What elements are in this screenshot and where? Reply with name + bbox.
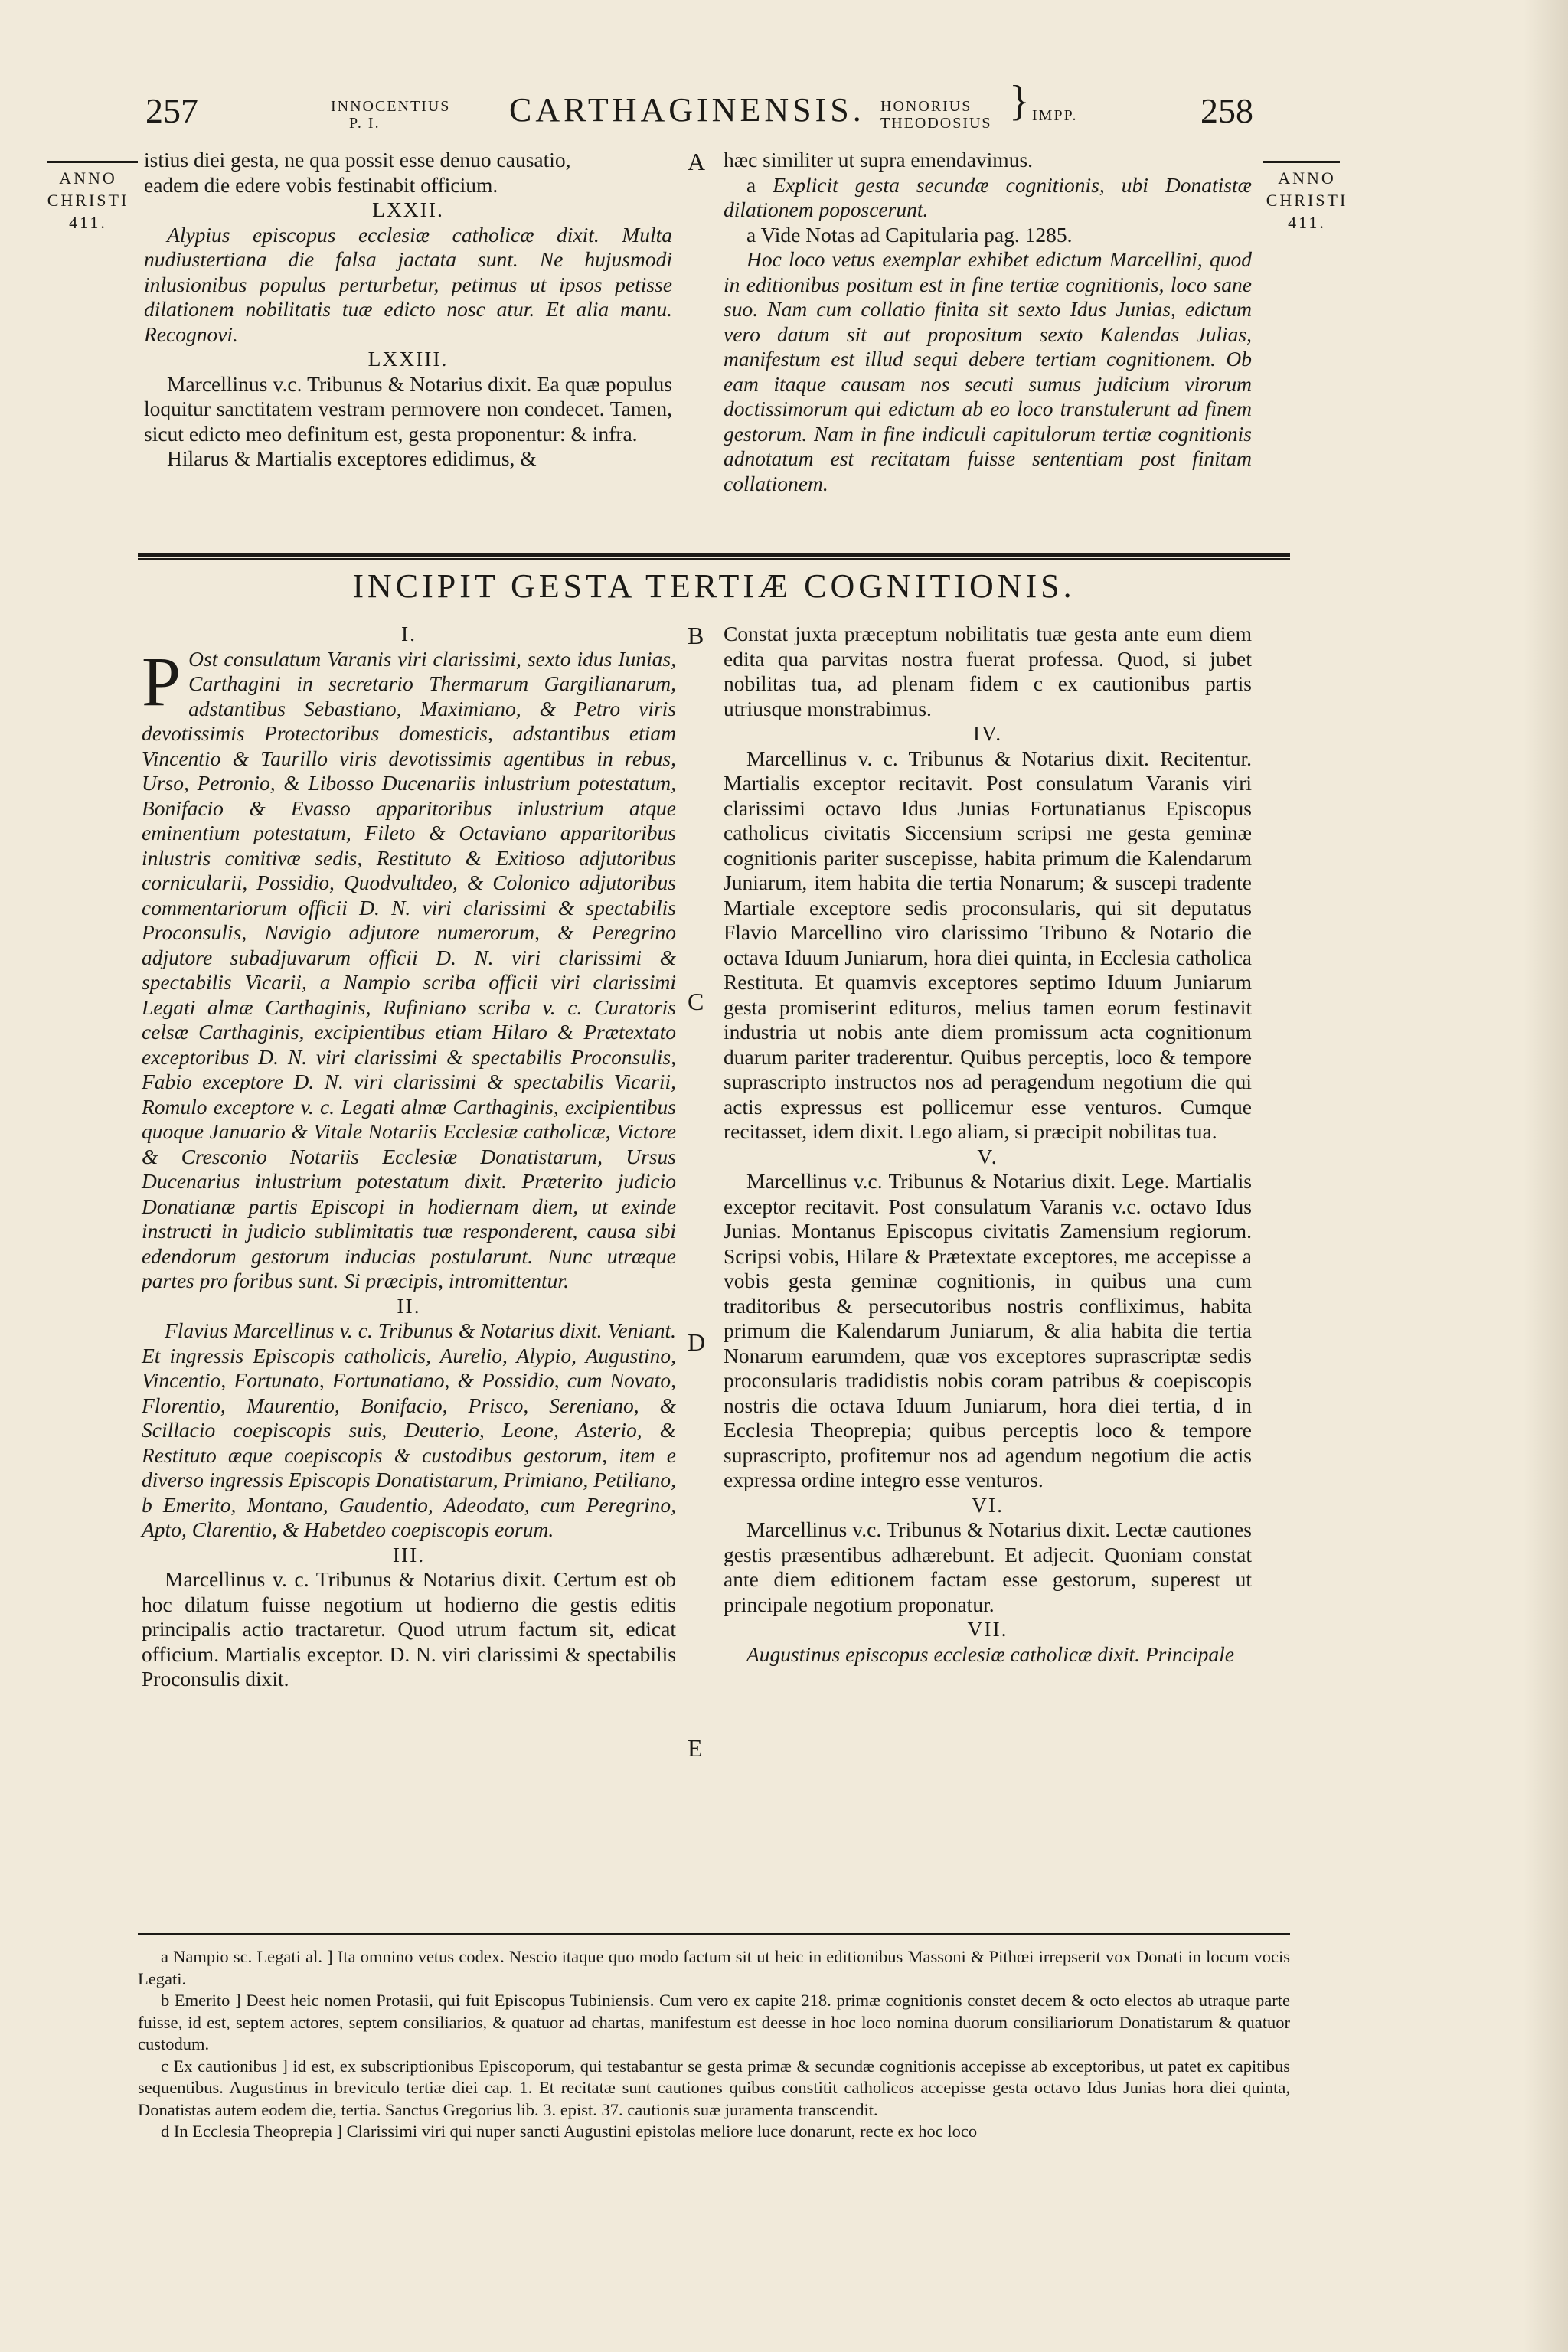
- running-head-innocentius: INNOCENTIUS: [331, 98, 451, 115]
- footnote-d: d In Ecclesia Theoprepia ] Clarissimi viri qui nuper sancti Augustini epistolas meliore luce donarunt, recte ex hoc loco: [161, 2122, 978, 2141]
- running-head-theodosius: THEODOSIUS: [880, 115, 992, 132]
- paragraph: Marcellinus v.c. Tribunus & Notarius dixit. Ea quæ populus loquitur sanctitatem vestram permovere non condecet. Tamen, sicut edicto meo definitum est, gesta proponentur: & infra.: [144, 371, 672, 446]
- section-rule-thick: [138, 553, 1290, 557]
- page-number-left: 257: [145, 91, 198, 130]
- italic-text: Hoc loco vetus exemplar exhibet edictum Marcellini, quod in editionibus positum est in fine tertiæ cognitionis, loco sane suo. Nam cum collatio finita sit sexto Idus Junias, edictum vero datum sit aut propositum sexto Kalendas Julias, manifestum est illud sequi debere tertiam cognitionem. Ob eam itaque causam nos secuti sumus judicium virorum doctissimorum qui edictum ab eo loco transtulerunt ad finem gestorum. Nam in fine indiculi capitulorum tertiæ cognitionis adnotatum est recitatam fuisse sententiam post finitam collationem.: [724, 247, 1252, 495]
- running-head-pope-number: P. I.: [349, 115, 381, 132]
- note-paragraph: [724, 247, 1252, 496]
- page-number-right: 258: [1200, 91, 1253, 130]
- margin-letter-c: C: [688, 988, 704, 1015]
- paragraph: Marcellinus v. c. Tribunus & Notarius dixit. Certum est ob hoc dilatum fuisse negotium ut hodierno die gestis editis principalis actio tractaretur. Quod utrum factum sit, edicat officium. Martialis exceptor. D. N. viri clarissimi & spectabilis Proconsulis dixit.: [142, 1567, 676, 1690]
- page-edge-shade: [1524, 0, 1568, 2352]
- margin-anno: ANNO: [59, 168, 117, 188]
- chapter-heading: V.: [977, 1144, 998, 1168]
- paragraph: [142, 1318, 676, 1543]
- paragraph: Constat juxta præceptum nobilitatis tuæ gesta ante eum diem edita qua parvitas nostra fuerat professa. Quod, si jubet nobilitas tua, ad plenam fidem c ex cautionibus partis utriusque monstrabimus.: [724, 622, 1252, 720]
- paragraph: [144, 223, 672, 348]
- footnotes: [138, 1946, 1290, 2143]
- main-left-column: [142, 622, 676, 1692]
- paragraph: Hilarus & Martialis exceptores edidimus, &: [167, 446, 537, 470]
- paragraph: Marcellinus v.c. Tribunus & Notarius dixit. Lege. Martialis exceptor recitavit. Post consulatum Varanis v.c. octavo Idus Junias. Montanus Episcopus civitatis Zamensium regiorum. Scripsi vobis, Hilare & Prætextate exceptores, me accepisse a vobis gesta geminæ cognitionis, in quibus una cum traditoribus & persecutoribus nostris confliximus, habita primum die Kalendarum Juniarum, & alia habita die tertia Nonarum earumdem, quæ vos exceptores suprascriptæ sedis proconsularis tradidistis nobis coram patribus & coepiscopis nostris die octava Iduum Juniarum, hora diei tertia, d in Ecclesia Theoprepia; quibus perceptis loco & tempore suprascripto, profitemur nos ad agendum negotium die actis expressa ordine integro esse venturos.: [724, 1169, 1252, 1491]
- running-head-impp: IMPP.: [1032, 107, 1078, 124]
- chapter-heading: VII.: [967, 1617, 1008, 1641]
- running-head-title: CARTHAGINENSIS.: [509, 91, 865, 129]
- italic-text: Explicit gesta secundæ cognitionis, ubi Donatistæ dilationem poposcerunt.: [724, 172, 1252, 221]
- main-right-column: [724, 622, 1252, 1667]
- running-head-honorius: HONORIUS: [880, 98, 972, 115]
- chapter-heading: I.: [400, 622, 417, 645]
- margin-rule-left: [47, 161, 138, 163]
- note-marker: a: [746, 172, 756, 197]
- chapter-heading: II.: [397, 1293, 421, 1318]
- margin-year-left: [46, 167, 130, 234]
- chapter-heading: LXXII.: [372, 198, 444, 221]
- section-rule-thin: [138, 558, 1290, 560]
- italic-text: Flavius Marcellinus v. c. Tribunus & Notarius dixit. Veniant. Et ingressis Episcopis catholicis, Aurelio, Alypio, Augustino, Vincentio, Fortunato, Fortunatiano, & Possidio, cum Novato, Florentio, Maurentio, Bonifacio, Prisco, Sereniano, & Scillacio coepiscopis suis, Deuterio, Leone, Asterio, & Restituto æque coepiscopis & custodibus gestorum, item e diverso ingressis Episcopis Donatistarum, Primiano, Petiliano, b Emerito, Montano, Gaudentio, Adeodato, cum Peregrino, Apto, Clarentio, & Habetdeo coepiscopis eorum.: [142, 1318, 676, 1541]
- margin-letter-a: A: [688, 148, 706, 175]
- chapter-heading: VI.: [972, 1492, 1004, 1517]
- footnote-rule: [138, 1933, 1290, 1935]
- section-title: INCIPIT GESTA TERTIÆ COGNITIONIS.: [352, 567, 1076, 605]
- paragraph: Marcellinus v. c. Tribunus & Notarius dixit. Recitentur. Martialis exceptor recitavit. Post consulatum Varanis viri clarissimi octavo Idus Junias Fortunatianus Episcopus catholicus civitatis Siccensium scripsi me gesta geminæ cognitionis pariter suscepisse, habita primum die Kalendarum Juniarum, item habita die tertia Nonarum; & suscepi tradente Martiale exceptore sedis proconsularis, qui sit deputatus Flavio Marcellino viro clarissimo Tribuno & Notario die octava Iduum Juniarum, hora diei quinta, in Ecclesia catholica Restituta. Et quamvis exceptores septimo Iduum Juniarum gesta promiserint edituros, melius tamen eorum festinavit industria ut nobis ante diem promissum acta cognitionum duarum pariter traderentur. Quibus perceptis, loco & tempore suprascripto instructos nos ad peragendum negotium die qui actis expressus est pollicemur esse venturos. Cumque recitasset, idem dixit. Lego aliam, si præcipit nobilitas tua.: [724, 746, 1252, 1143]
- upper-left-column: [144, 148, 672, 472]
- running-head-brace: }: [1009, 77, 1030, 125]
- margin-letter-e: E: [688, 1734, 703, 1762]
- chapter-heading: LXXIII.: [368, 347, 449, 371]
- footnote-c: c Ex cautionibus ] id est, ex subscriptionibus Episcoporum, qui testabantur se gesta primæ & secundæ cognitionis accepisse ab exceptoribus, ut patet ex capitibus sequentibus. Augustinus in breviculo tertiæ diei cap. 1. Et recitatæ sunt cautiones quibus constitit catholicos accepisse gesta octavo Idus Junias hora diei quinta, Donatistas autem eodem die, tertia. Sanctus Gregorius lib. 3. epist. 37. cautionis suæ juramenta transcendit.: [138, 2056, 1290, 2119]
- footnote-a: a Nampio sc. Legati al. ] Ita omnino vetus codex. Nescio itaque quo modo factum sit ut heic in editionibus Massoni & Pithœi irrepserit vox Donati in locum vocis Legati.: [138, 1947, 1290, 1988]
- footnote-b: b Emerito ] Deest heic nomen Protasii, qui fuit Episcopus Tubiniensis. Cum vero ex capite 218. primæ cognitionis constet decem & octo electos ab utraque parte fuisse, id est, septem actores, septem consiliarios, & quatuor ad chartas, manifestum est deesse in hoc loco nomina duorum consiliariorum Donatistarum & quatuor custodum.: [138, 1991, 1290, 2053]
- margin-letter-b: B: [688, 622, 704, 649]
- text-line: istius diei gesta, ne qua possit esse denuo causatio,: [144, 148, 571, 172]
- margin-year-right: [1265, 167, 1349, 234]
- italic-text: Ost consulatum Varanis viri clarissimi, sexto idus Iunias, Carthagini in secretario Thermarum Gargilianarum, adstantibus Sebastiano, Maximiano, & Petro viris devotissimis Protectoribus domesticis, adstantibus etiam Vincentio & Taurillo viris devotissimis agentibus in rebus, Urso, Petronio, & Libosso Ducenariis inlustrium potestatum, Bonifacio & Evasso apparitoribus inlustrium atque eminentium potestatum, Fileto & Octaviano apparitoribus inlustris comitivæ sedis, Restituto & Exitioso adjutoribus cornicularii, Possidio, Quodvultdeo, & Colonico adjutoribus commentariorum officii D. N. viri clarissimi & spectabilis Proconsulis, Navigio adjutore numerorum, & Peregrino adjutore subadjuvarum officii D. N. viri clarissimi & spectabilis Vicarii, a Nampio scriba officii viri clarissimi Legati almæ Carthaginis, Rufiniano scriba v. c. Curatoris celsæ Carthaginis, excipientibus etiam Hilaro & Prætextato exceptoribus D. N. viri clarissimi & spectabilis Proconsulis, Fabio exceptore D. N. viri clarissimi & spectabilis Vicarii, Romulo exceptore v. c. Legati almæ Carthaginis, excipientibus quoque Januario & Vitale Notariis Ecclesiæ catholicæ, Victore & Cresconio Notariis Ecclesiæ Donatistarum, Ursus Ducenarius inlustrium potestatum dixit. Præterito judicio Donatianæ partis Episcopi in hodiernam diem, ut exinde instructi in judicio sublimitatis tuæ responderent, causa sibi edendorum gestorum inducias postularunt. Nunc utræque partes pro foribus sunt. Si præcipis, intromittentur.: [142, 646, 676, 1292]
- margin-year-number: 411.: [1288, 213, 1326, 232]
- margin-letter-d: D: [688, 1328, 706, 1356]
- italic-text: Alypius episcopus ecclesiæ catholicæ dixit. Multa nudiustertiana die falsa jactata sunt. Ne hujusmodi inlusionibus populus perturbetur, petimus ut ipsos petisse dilationem nobilitatis tuæ edicto nosc atur. Et alia manu. Recognovi.: [144, 222, 672, 346]
- note-paragraph: a Vide Notas ad Capitularia pag. 1285.: [746, 222, 1073, 247]
- italic-text: Augustinus episcopus ecclesiæ catholicæ dixit. Principale: [746, 1642, 1234, 1666]
- paragraph: [142, 642, 676, 1294]
- upper-right-column: [724, 148, 1252, 496]
- margin-christi: CHRISTI: [1266, 191, 1348, 210]
- paragraph: Marcellinus v.c. Tribunus & Notarius dixit. Lectæ cautiones gestis præsentibus adhærebunt. Et adjecit. Quoniam constat ante diem editionem factam esse gestorum, superest ut principale negotium proponatur.: [724, 1517, 1252, 1616]
- chapter-heading: III.: [392, 1542, 426, 1566]
- note-paragraph: [724, 173, 1252, 223]
- drop-cap: P: [142, 642, 181, 720]
- margin-year-number: 411.: [69, 213, 107, 232]
- margin-anno: ANNO: [1278, 168, 1336, 188]
- margin-christi: CHRISTI: [47, 191, 129, 210]
- margin-rule-right: [1263, 161, 1340, 163]
- paragraph: [724, 1642, 1252, 1668]
- text-line: eadem die edere vobis festinabit officium.: [144, 172, 498, 197]
- text-line: hæc similiter ut supra emendavimus.: [724, 148, 1034, 172]
- chapter-heading: IV.: [972, 721, 1003, 745]
